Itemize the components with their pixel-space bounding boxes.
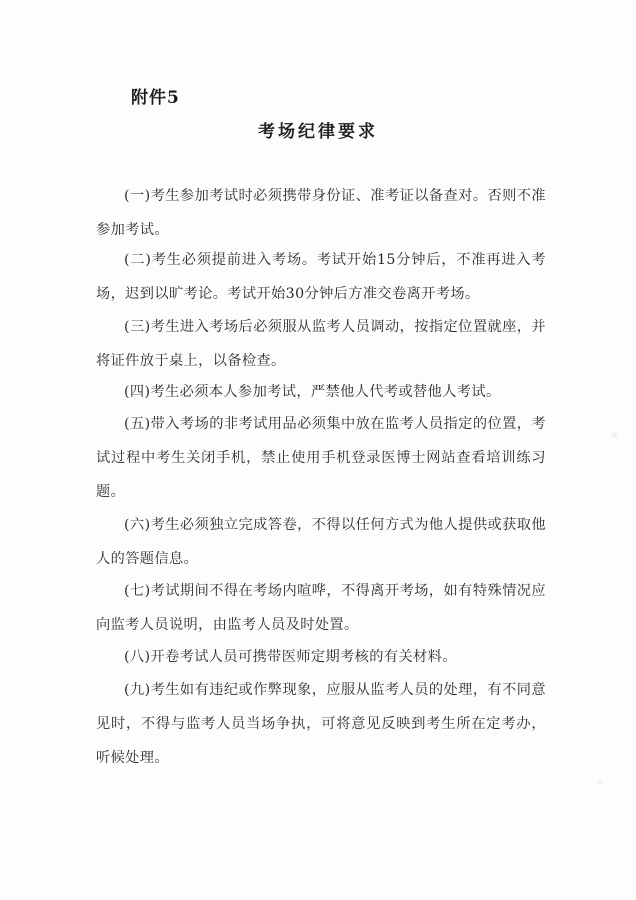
paragraph-2: (二)考生必须提前进入考场。考试开始15分钟后，不准再进入考场，迟到以旷考论。考试开始30分钟后方准交卷离开考场。: [96, 252, 546, 302]
attachment-label: 附件5: [131, 88, 180, 108]
paragraph-7: (七)考试期间不得在考场内喧哗，不得离开考场，如有特殊情况应向监考人员说明，由监考人员及时处置。: [96, 583, 546, 633]
paragraph-4: (四)考生必须本人参加考试，严禁他人代考或替他人考试。: [124, 384, 501, 400]
paragraph-5: (五)带入考场的非考试用品必须集中放在监考人员指定的位置，考试过程中考生关闭手机，禁止使用手机登录医博士网站查看培训练习题。: [96, 416, 546, 500]
paragraph-6: (六)考生必须独立完成答卷，不得以任何方式为他人提供或获取他人的答题信息。: [96, 517, 546, 567]
document-title: 考场纪律要求: [258, 122, 378, 142]
scan-speck: [612, 432, 618, 438]
paragraph-8: (八)开卷考试人员可携带医师定期考核的有关材料。: [124, 649, 457, 665]
paragraph-1: (一)考生参加考试时必须携带身份证、准考证以备查对。否则不准参加考试。: [96, 188, 546, 238]
paragraph-3: (三)考生进入考场后必须服从监考人员调动，按指定位置就座，并将证件放于桌上，以备检查。: [96, 319, 546, 369]
scan-speck: [598, 780, 602, 784]
paragraph-9: (九)考生如有违纪或作弊现象，应服从监考人员的处理，有不同意见时，不得与监考人员当场争执，可将意见反映到考生所在定考办，听候处理。: [96, 682, 546, 766]
